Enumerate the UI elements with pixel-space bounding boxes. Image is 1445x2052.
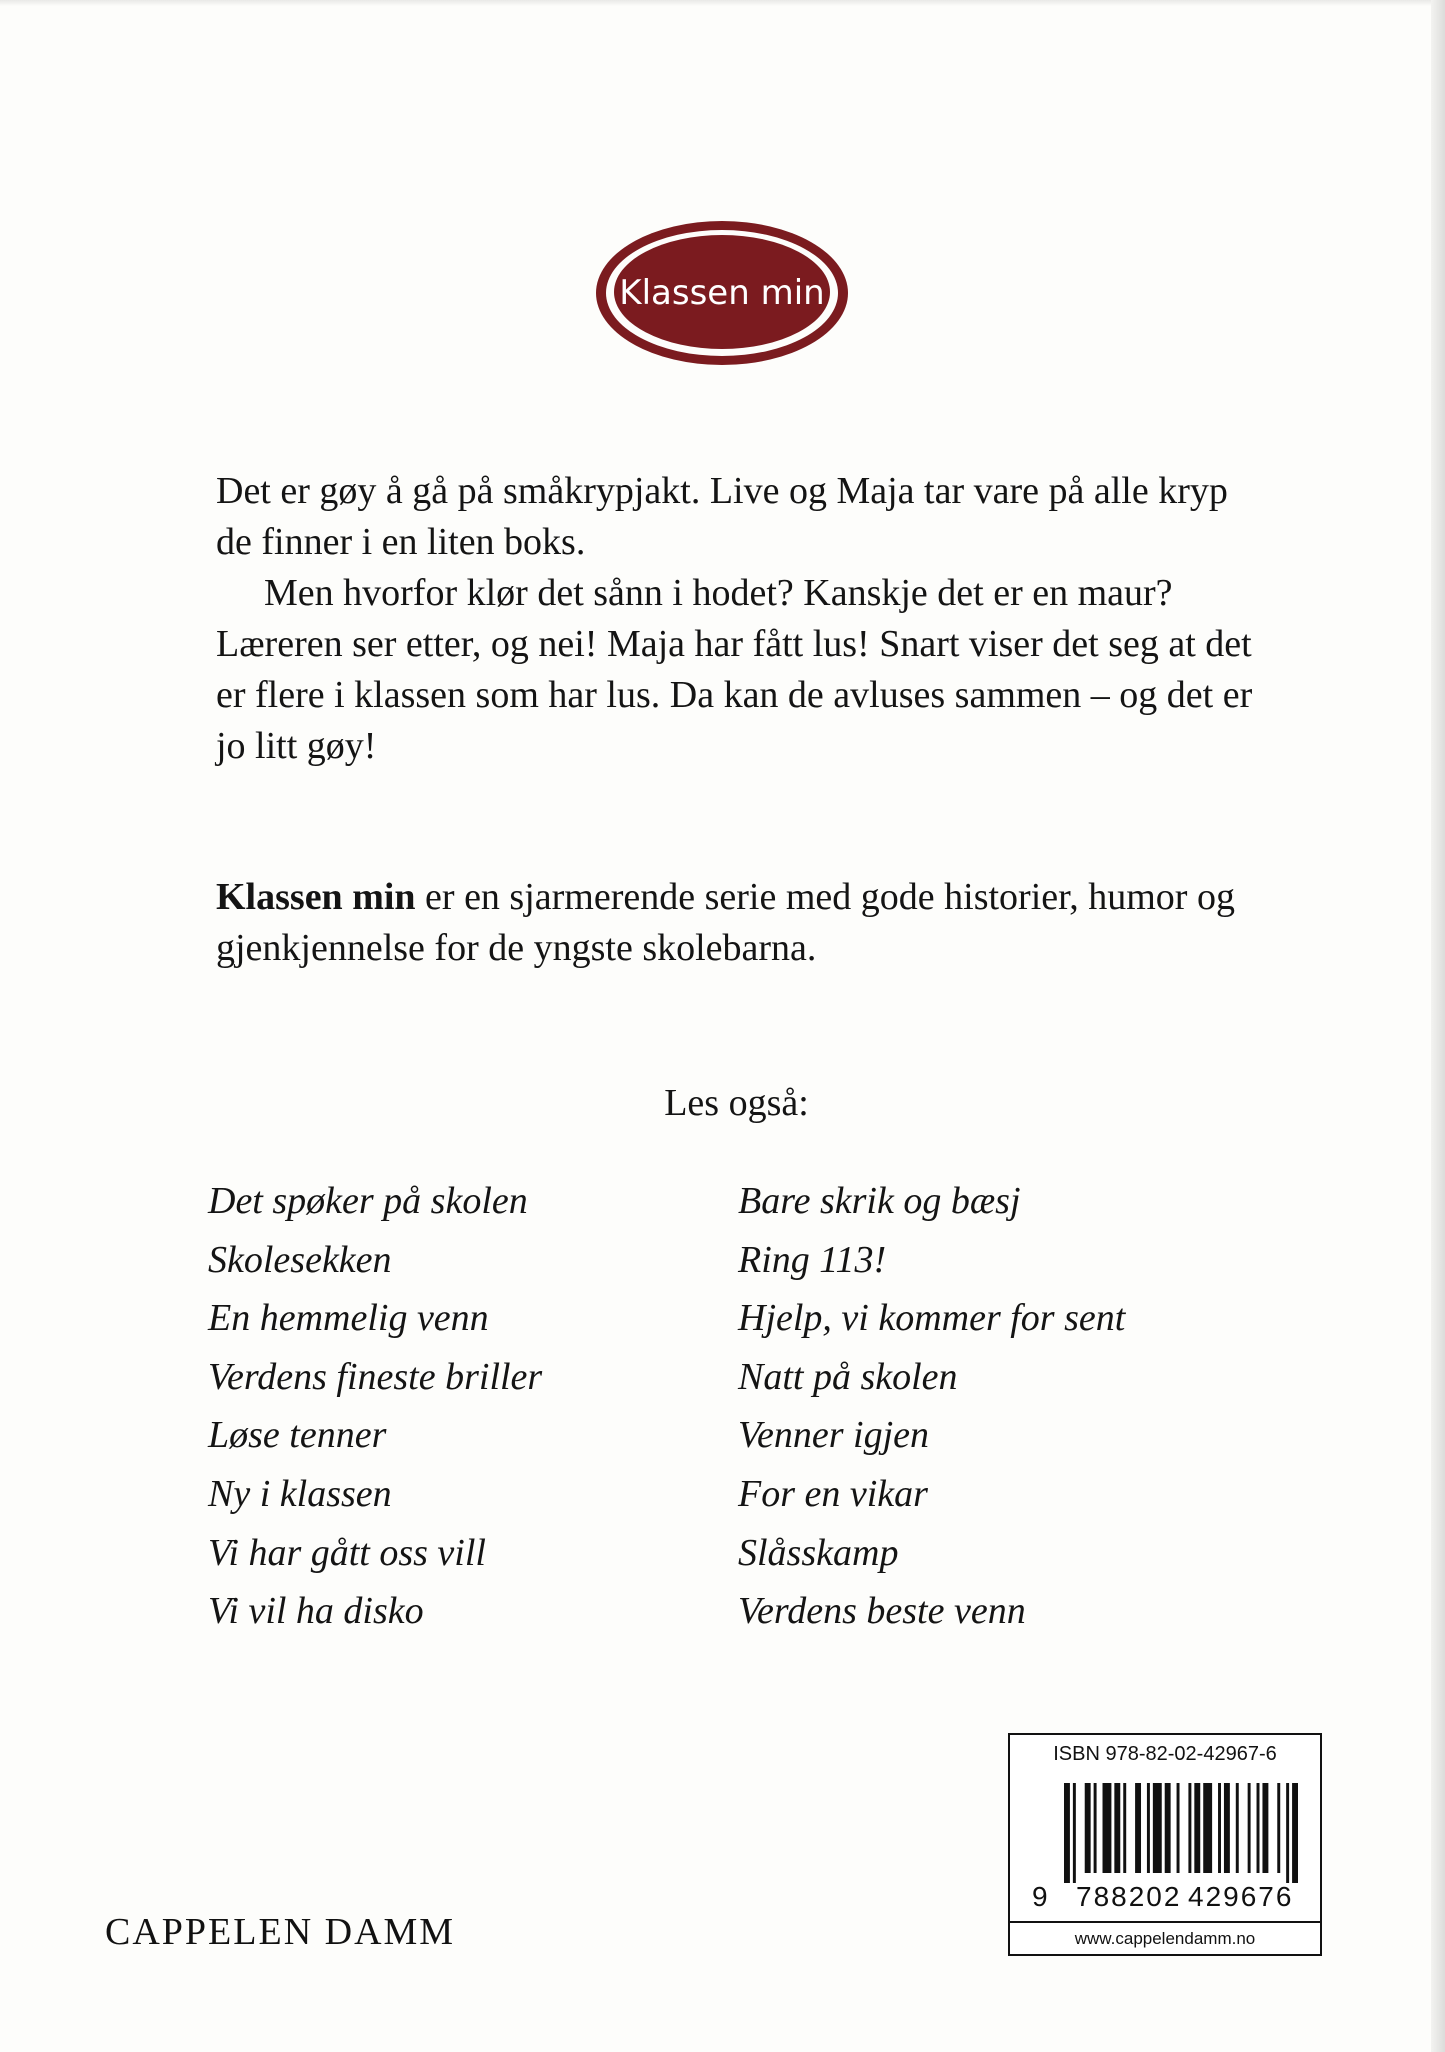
barcode-bar: [1257, 1783, 1260, 1873]
barcode-bar: [1114, 1783, 1120, 1873]
back-cover-blurb: [216, 466, 1256, 772]
isbn-barcode-box: [1008, 1733, 1322, 1956]
book-title: Ring 113!: [738, 1238, 887, 1281]
barcode-bar: [1262, 1783, 1268, 1873]
barcode-bar: [1177, 1783, 1180, 1873]
barcode-bar: [1194, 1783, 1200, 1873]
series-text: er en sjarmerende serie med gode historier, humor og gjenkjennelse for de yngste skolebarna.: [216, 876, 1235, 969]
book-title: For en vikar: [738, 1472, 928, 1515]
barcode: [1064, 1783, 1298, 1883]
barcode-bar: [1292, 1783, 1298, 1883]
also-read-list-left: [208, 1172, 808, 1641]
book-title: Natt på skolen: [738, 1355, 958, 1398]
barcode-bar: [1277, 1783, 1280, 1873]
series-name: Klassen min: [216, 876, 416, 918]
book-title: Det spøker på skolen: [208, 1180, 528, 1222]
publisher-logo: CAPPELEN DAMM: [105, 1911, 456, 1953]
barcode-bar: [1123, 1783, 1126, 1873]
barcode-bars: [1064, 1783, 1298, 1883]
book-title: Skolesekken: [208, 1238, 392, 1281]
barcode-digits-right: 429676: [1188, 1881, 1294, 1912]
also-read-heading-row: [0, 1078, 1445, 1128]
isbn-label: ISBN 978-82-02-42967-6: [1053, 1743, 1277, 1765]
barcode-bar: [1064, 1783, 1070, 1883]
book-title: En hemmelig venn: [208, 1297, 489, 1340]
book-title: Venner igjen: [738, 1414, 930, 1457]
book-title: Verdens fineste briller: [208, 1355, 543, 1398]
page-top-edge: [0, 0, 1445, 6]
page-right-edge: [1431, 0, 1445, 2052]
barcode-bar: [1153, 1783, 1162, 1873]
book-title: Slåsskamp: [738, 1531, 899, 1574]
book-title: Verdens beste venn: [738, 1590, 1026, 1633]
barcode-bar: [1188, 1783, 1191, 1873]
book-title: Ny i klassen: [208, 1472, 392, 1515]
blurb-paragraph-2: Men hvorfor klør det sånn i hodet? Kanskje det er en maur? Læreren ser etter, og nei! Maja har fått lus! Snart viser det seg at det er flere i klassen som har lus. Da kan de avluses sammen – og det er jo litt gøy!: [216, 572, 1253, 767]
book-title: Løse tenner: [208, 1414, 387, 1457]
blurb-paragraph-1: Det er gøy å gå på småkrypjakt. Live og Maja tar vare på alle kryp de finner i en liten boks.: [216, 470, 1228, 563]
series-logo: [592, 218, 852, 368]
book-title: Vi har gått oss vill: [208, 1531, 486, 1574]
barcode-bar: [1224, 1783, 1230, 1873]
barcode-bar: [1094, 1783, 1097, 1873]
barcode-digit-first: 9: [1032, 1881, 1050, 1912]
book-title: Vi vil ha disko: [208, 1590, 424, 1633]
barcode-bar: [1236, 1783, 1239, 1873]
barcode-bar: [1286, 1783, 1289, 1883]
barcode-bar: [1103, 1783, 1112, 1873]
barcode-bar: [1248, 1783, 1251, 1873]
series-logo-text: Klassen min: [619, 273, 825, 313]
barcode-bar: [1203, 1783, 1212, 1873]
barcode-bar: [1218, 1783, 1221, 1873]
barcode-bar: [1135, 1783, 1141, 1873]
book-title: Bare skrik og bæsj: [738, 1180, 1021, 1222]
also-read-heading: Les også:: [664, 1082, 809, 1124]
series-paragraph: [216, 872, 1256, 974]
barcode-bar: [1073, 1783, 1076, 1883]
barcode-digits-left: 788202: [1076, 1881, 1182, 1912]
publisher-website: www.cappelendamm.no: [1074, 1929, 1256, 1948]
also-read-list-right: [738, 1172, 1338, 1641]
book-title: Hjelp, vi kommer for sent: [738, 1297, 1126, 1340]
barcode-bar: [1147, 1783, 1150, 1873]
barcode-bar: [1085, 1783, 1091, 1873]
barcode-bar: [1165, 1783, 1171, 1873]
series-description: [216, 872, 1256, 974]
website-row: [1010, 1921, 1320, 1956]
series-logo-badge: [592, 218, 852, 368]
